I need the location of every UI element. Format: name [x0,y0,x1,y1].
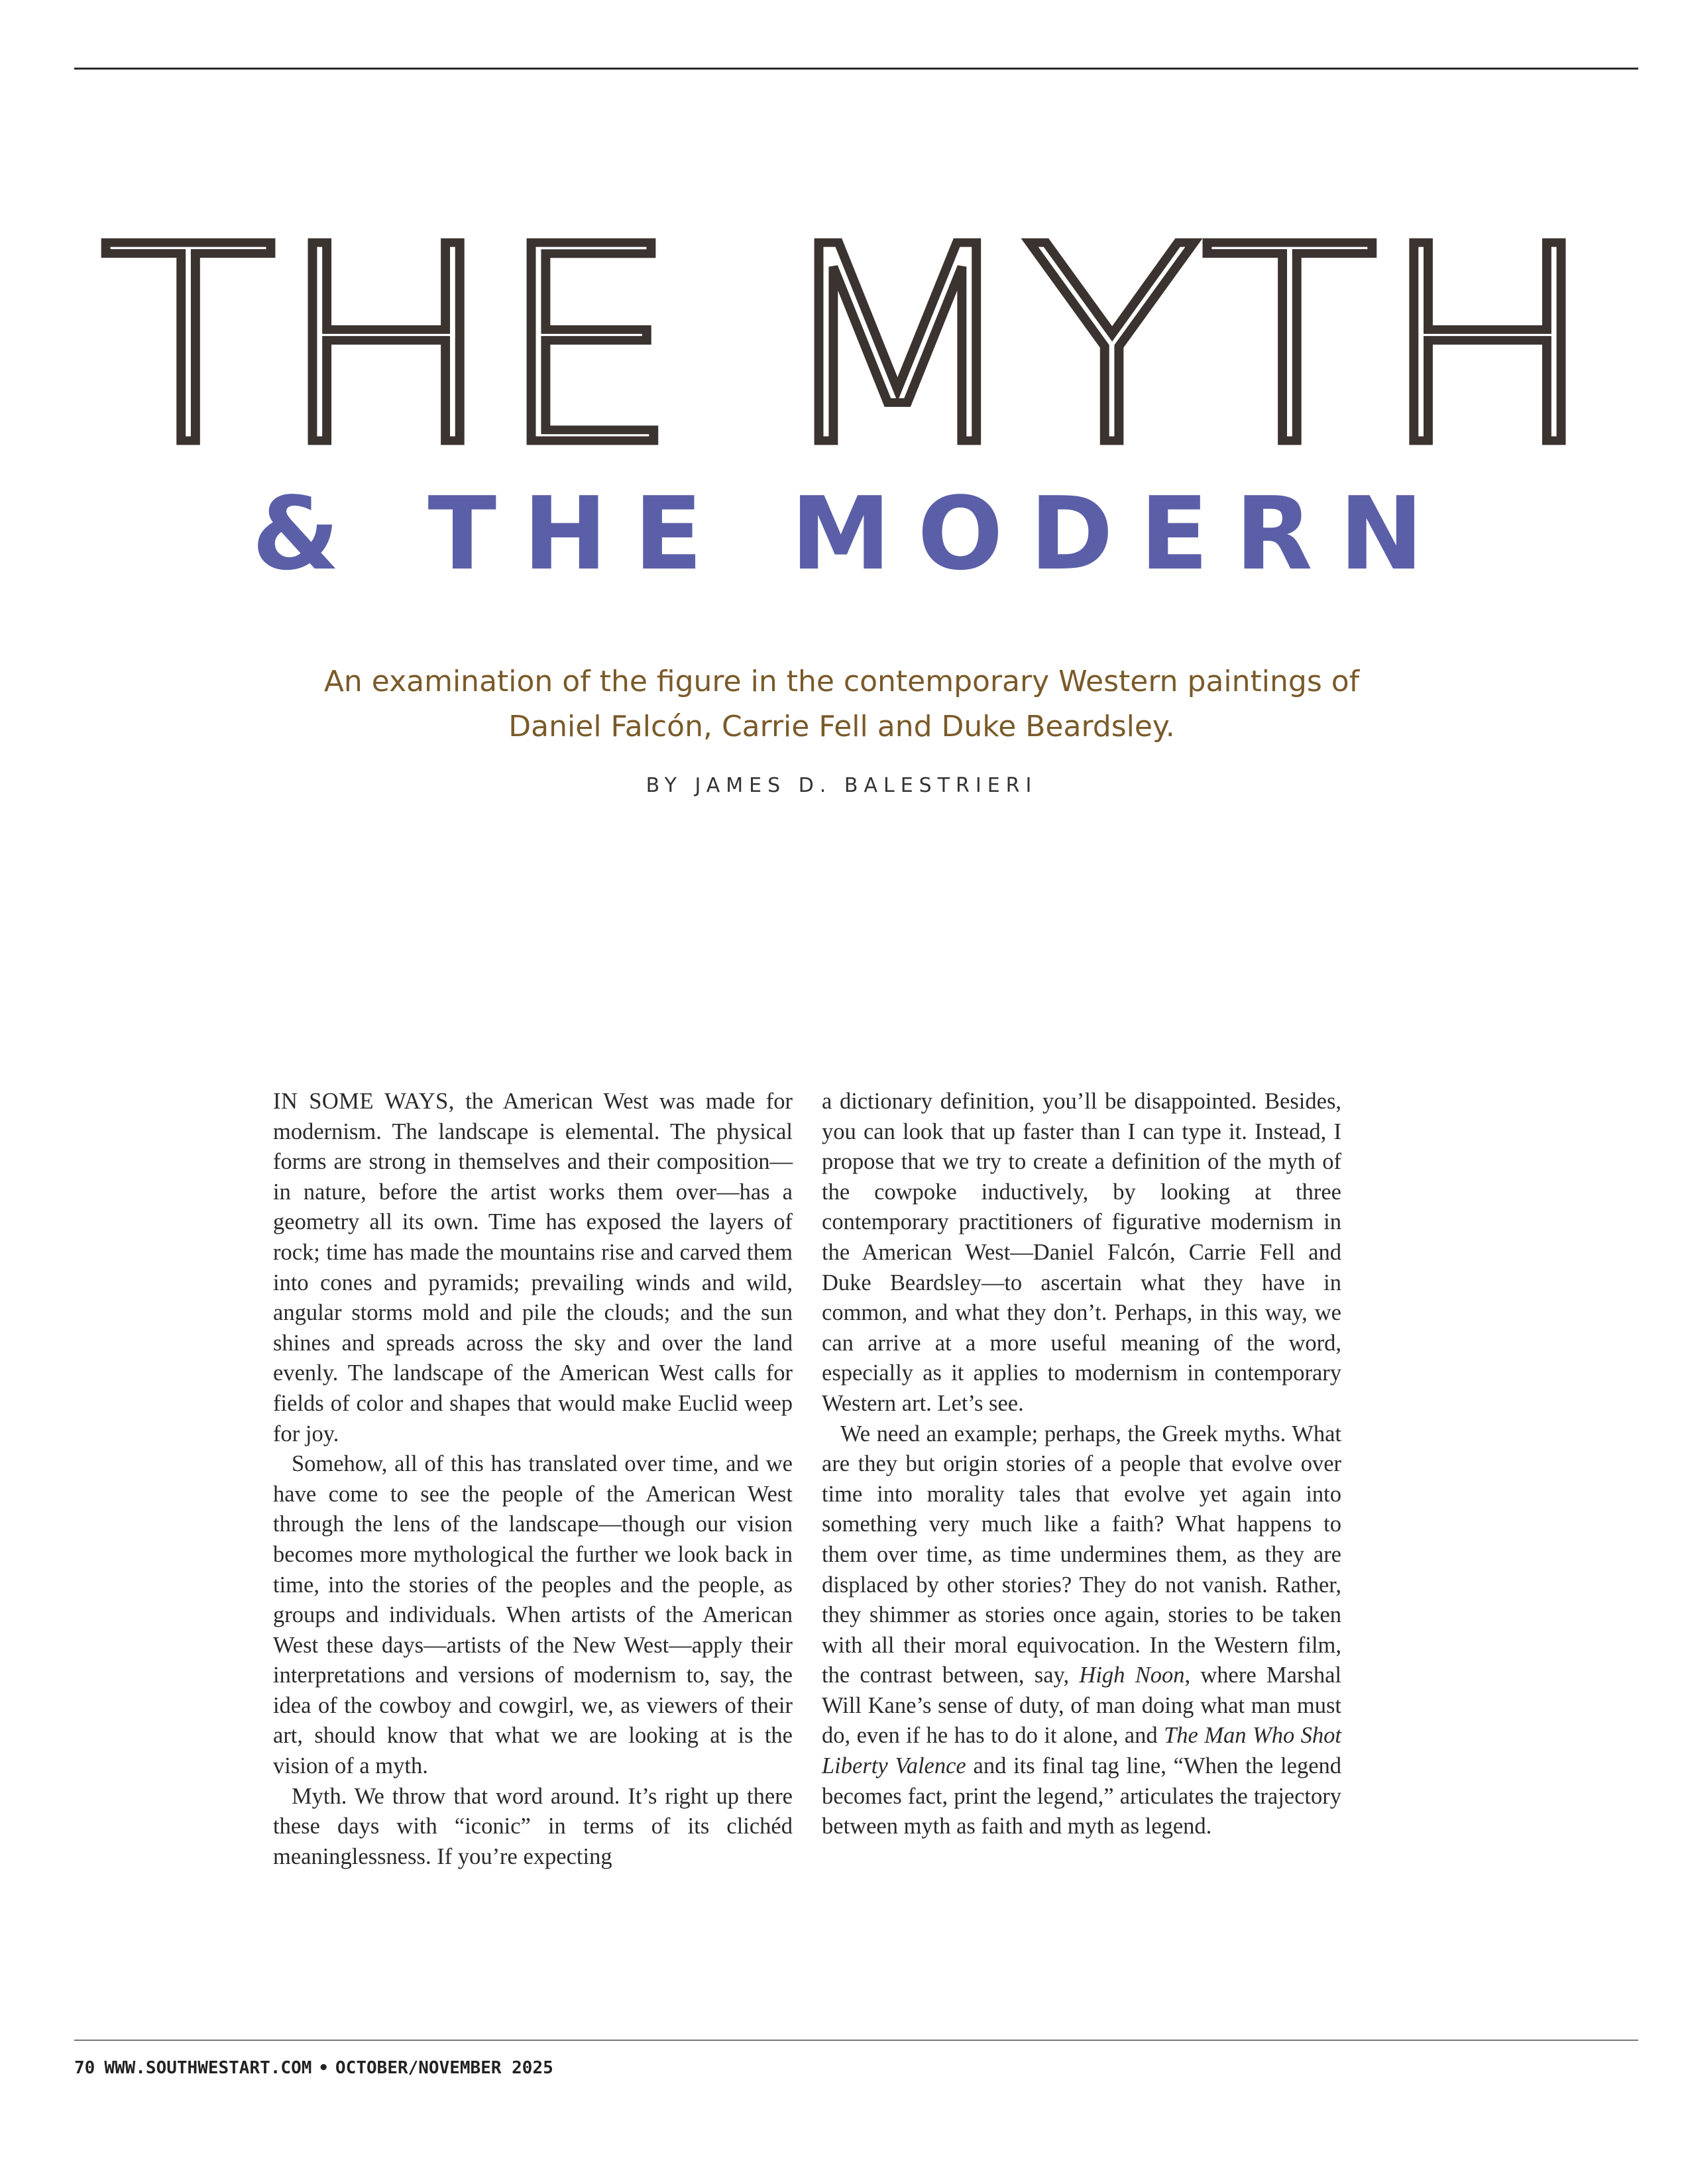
byline: BY JAMES D. BALESTRIERI [646,774,1038,797]
paragraph-text: the American West was made for modernism. The landscape is elemental. The physical forms are strong in themselves and their composition—in nature, before the artist works them over—has a geometry all its own. Time has exposed the layers of rock; time has made the mountains rise and carved them into cones and pyramids; prevailing winds and wild, angular storms mold and pile the clouds; and the sun shines and spreads across the sky and over the land evenly. The landscape of the American West calls for fields of color and shapes that would make Euclid weep for joy. [273,1089,793,1447]
body-column-right [822,1087,1341,1842]
film-title: The Man Who Shot Liberty Valence [822,1723,1341,1779]
dek-line-1: An examination of the figure in the contemporary Western paintings of [323,665,1360,698]
paragraph-text: and its final tag line, “When the legend becomes fact, print the legend,” articulates the trajectory between myth as faith and myth as legend. [822,1753,1342,1839]
article-subtitle-heading: & THE MODERN [252,475,1450,592]
body-column-left [273,1087,793,1872]
page-number: 70 [74,2058,95,2078]
film-title: High Noon [1079,1663,1185,1688]
footer-issue: OCTOBER/NOVEMBER 2025 [335,2058,553,2078]
body-paragraph [822,1419,1341,1842]
paragraph-text: We need an example; perhaps, the Greek myths. What are they but origin stories of a people that evolve over time into morality tales that evolve yet again into something very much like a faith? What happens to them over time, as time undermines them, as they are displaced by other stories? They do not vanish. Rather, they shimmer as stories once again, stories to be taken with all their moral equivocation. In the Western film, the contrast between, say, [822,1421,1341,1688]
page-footer [74,2058,553,2078]
body-paragraph [273,1087,793,1449]
lead-in: IN SOME WAYS, [273,1089,455,1114]
article-dek [265,659,1418,749]
footer-website: WWW.SOUTHWESTART.COM [104,2058,312,2078]
article-title-text: THE MYTH [99,225,1597,464]
body-paragraph: a dictionary definition, you’ll be disappointed. Besides, you can look that up faster than I can type it. Instead, I propose that we try to create a definition of the myth of the cowpoke inductively, by looking at three contemporary practitioners of figurative modernism in the American West—Daniel Falcón, Carrie Fell and Duke Beardsley—to ascertain what they have in common, and what they don’t. Perhaps, in this way, we can arrive at a more useful meaning of the word, especially as it applies to modernism in contemporary Western art. Let’s see. [822,1089,1341,1416]
bottom-rule [74,2040,1638,2041]
article-title [60,225,1637,464]
paragraph-text: , where Marshal Will Kane’s sense of duty, of man doing what man must do, even if he has to do it alone, and [822,1663,1341,1749]
footer-separator: • [318,2058,329,2078]
dek-line-2: Daniel Falcón, Carrie Fell and Duke Beardsley. [508,710,1175,743]
body-paragraph: Myth. We throw that word around. It’s right up there these days with “iconic” in terms of its clichéd meaninglessness. If you’re expecting [273,1783,793,1869]
body-paragraph: Somehow, all of this has translated over time, and we have come to see the people of the American West through the lens of the landscape—though our vision becomes more mythological the further we look back in time, into the stories of the peoples and the people, as groups and individuals. When artists of the American West these days—artists of the New West—apply their interpretations and versions of modernism to, say, the idea of the cowboy and cowgirl, we, as viewers of their art, should know that what we are looking at is the vision of a myth. [273,1451,793,1779]
top-rule [74,68,1638,70]
